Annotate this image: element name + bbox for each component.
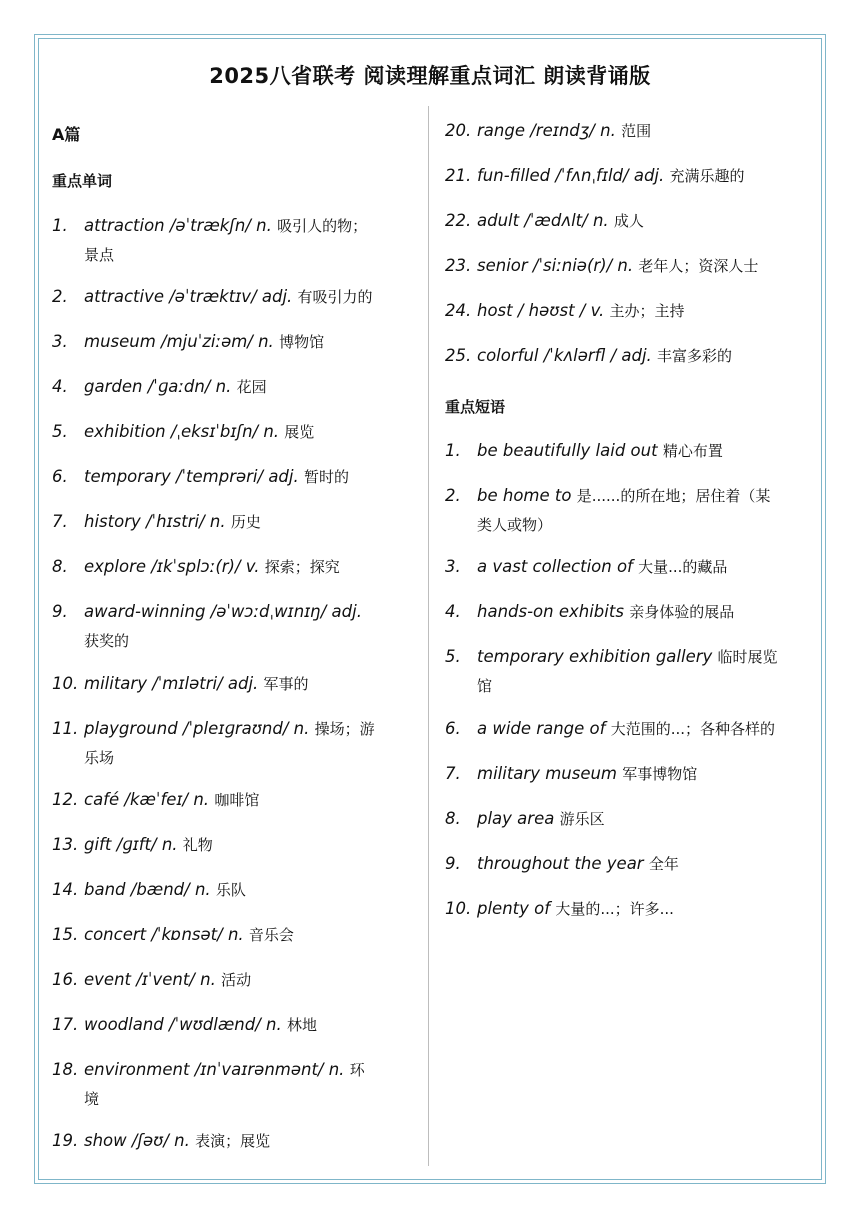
item-english: fun-filled /ˈfʌnˌfɪld/ adj. xyxy=(477,166,665,185)
list-item xyxy=(445,113,651,149)
list-item xyxy=(52,369,267,405)
item-number: 6. xyxy=(445,719,461,738)
item-number: 8. xyxy=(445,809,461,828)
item-english: café /kæˈfeɪ/ n. xyxy=(84,790,210,809)
item-number: 25. xyxy=(445,346,472,365)
list-item xyxy=(52,1052,365,1114)
item-number: 12. xyxy=(52,790,79,809)
item-number: 4. xyxy=(52,377,68,396)
item-number: 14. xyxy=(52,880,79,899)
item-chinese: 丰富多彩的 xyxy=(657,347,733,365)
list-item xyxy=(52,459,349,495)
item-chinese: 大量...的藏品 xyxy=(638,558,728,576)
item-english: play area xyxy=(477,809,555,828)
item-number: 7. xyxy=(52,512,68,531)
item-chinese: 礼物 xyxy=(182,836,213,854)
item-chinese: 精心布置 xyxy=(662,442,723,460)
item-chinese: 操场；游 xyxy=(314,720,375,738)
item-number: 10. xyxy=(52,674,79,693)
list-item xyxy=(445,158,745,194)
list-item xyxy=(52,666,309,702)
item-chinese: 老年人；资深人士 xyxy=(638,257,759,275)
item-number: 3. xyxy=(445,557,461,576)
item-english: be beautifully laid out xyxy=(477,441,658,460)
item-english: show /ʃəʊ/ n. xyxy=(84,1131,190,1150)
item-number: 5. xyxy=(52,422,68,441)
list-item xyxy=(445,293,685,329)
item-number: 2. xyxy=(52,287,68,306)
item-english: attractive /əˈtræktɪv/ adj. xyxy=(84,287,293,306)
item-english: band /bænd/ n. xyxy=(84,880,211,899)
item-chinese: 军事的 xyxy=(263,675,309,693)
item-chinese: 环 xyxy=(349,1061,365,1079)
phrases-heading: 重点短语 xyxy=(445,398,506,416)
item-number: 20. xyxy=(445,121,472,140)
item-english: temporary /ˈtemprəri/ adj. xyxy=(84,467,299,486)
item-english: garden /ˈɡaːdn/ n. xyxy=(84,377,232,396)
item-english: attraction /əˈtrækʃn/ n. xyxy=(84,216,272,235)
item-english: museum /mjuˈziːəm/ n. xyxy=(84,332,274,351)
item-chinese-continued: 获奖的 xyxy=(84,632,130,650)
list-item xyxy=(445,338,732,374)
item-number: 23. xyxy=(445,256,472,275)
list-item xyxy=(52,594,362,656)
item-number: 9. xyxy=(52,602,68,621)
item-english: range /reɪndʒ/ n. xyxy=(477,121,616,140)
list-item xyxy=(445,846,679,882)
list-item xyxy=(52,549,340,585)
item-english: plenty of xyxy=(477,899,551,918)
item-number: 8. xyxy=(52,557,68,576)
item-number: 21. xyxy=(445,166,472,185)
item-chinese: 大范围的...；各种各样的 xyxy=(610,720,775,738)
list-item xyxy=(445,711,775,747)
list-item xyxy=(52,504,261,540)
list-item xyxy=(52,962,251,998)
item-chinese: 军事博物馆 xyxy=(622,765,698,783)
section-heading: A篇 xyxy=(52,125,81,144)
item-number: 2. xyxy=(445,486,461,505)
list-item xyxy=(445,801,605,837)
item-english: be home to xyxy=(477,486,572,505)
item-chinese: 探索；探究 xyxy=(264,558,340,576)
item-number: 6. xyxy=(52,467,68,486)
item-chinese: 全年 xyxy=(648,855,679,873)
item-english: throughout the year xyxy=(477,854,644,873)
item-number: 18. xyxy=(52,1060,79,1079)
list-item xyxy=(52,827,213,863)
list-item xyxy=(445,478,770,540)
item-number: 15. xyxy=(52,925,79,944)
item-chinese: 充满乐趣的 xyxy=(669,167,745,185)
item-chinese: 活动 xyxy=(221,971,252,989)
item-chinese-continued: 类人或物） xyxy=(477,516,553,534)
item-number: 24. xyxy=(445,301,472,320)
list-item xyxy=(445,248,758,284)
page-title: 2025八省联考 阅读理解重点词汇 朗读背诵版 xyxy=(209,64,651,88)
list-item xyxy=(445,891,674,927)
item-chinese: 吸引人的物； xyxy=(277,217,368,235)
item-english: event /ɪˈvent/ n. xyxy=(84,970,216,989)
item-english: explore /ɪkˈsplɔː(r)/ v. xyxy=(84,557,260,576)
item-english: host / həʊst / v. xyxy=(477,301,605,320)
item-chinese: 乐队 xyxy=(215,881,246,899)
item-chinese: 有吸引力的 xyxy=(297,288,373,306)
item-english: woodland /ˈwʊdlænd/ n. xyxy=(84,1015,282,1034)
item-chinese: 林地 xyxy=(286,1016,317,1034)
item-number: 11. xyxy=(52,719,79,738)
column-divider xyxy=(428,106,429,1166)
item-chinese: 花园 xyxy=(236,378,267,396)
item-chinese: 亲身体验的展品 xyxy=(629,603,735,621)
list-item xyxy=(445,594,734,630)
item-number: 7. xyxy=(445,764,461,783)
list-item xyxy=(52,711,375,773)
item-chinese: 范围 xyxy=(621,122,652,140)
item-chinese-continued: 乐场 xyxy=(84,749,115,767)
item-chinese: 展览 xyxy=(284,423,315,441)
list-item xyxy=(52,782,259,818)
item-english: senior /ˈsiːniə(r)/ n. xyxy=(477,256,634,275)
item-english: award-winning /əˈwɔːdˌwɪnɪŋ/ adj. xyxy=(84,602,362,621)
item-chinese: 博物馆 xyxy=(279,333,325,351)
item-chinese: 咖啡馆 xyxy=(214,791,260,809)
item-chinese: 大量的...；许多... xyxy=(555,900,674,918)
item-chinese: 是......的所在地；居住着（某 xyxy=(576,487,771,505)
item-chinese-continued: 景点 xyxy=(84,246,115,264)
list-item xyxy=(445,433,723,469)
item-number: 17. xyxy=(52,1015,79,1034)
item-number: 10. xyxy=(445,899,472,918)
item-number: 9. xyxy=(445,854,461,873)
item-number: 19. xyxy=(52,1131,79,1150)
item-english: a vast collection of xyxy=(477,557,633,576)
words-heading: 重点单词 xyxy=(52,172,113,190)
item-english: concert /ˈkɒnsət/ n. xyxy=(84,925,244,944)
list-item xyxy=(52,872,246,908)
item-english: history /ˈhɪstri/ n. xyxy=(84,512,226,531)
item-english: temporary exhibition gallery xyxy=(477,647,713,666)
item-chinese: 成人 xyxy=(613,212,644,230)
list-item xyxy=(52,324,324,360)
list-item xyxy=(445,549,727,585)
item-english: military /ˈmɪlətri/ adj. xyxy=(84,674,259,693)
item-number: 3. xyxy=(52,332,68,351)
list-item xyxy=(445,639,778,701)
item-chinese: 临时展览 xyxy=(717,648,778,666)
item-chinese: 历史 xyxy=(230,513,261,531)
item-number: 4. xyxy=(445,602,461,621)
item-english: military museum xyxy=(477,764,618,783)
item-number: 16. xyxy=(52,970,79,989)
list-item xyxy=(52,208,367,270)
item-english: adult /ˈædʌlt/ n. xyxy=(477,211,609,230)
list-item xyxy=(52,1007,317,1043)
list-item xyxy=(52,917,294,953)
item-chinese-continued: 馆 xyxy=(477,677,493,695)
list-item xyxy=(52,414,314,450)
item-english: gift /ɡɪft/ n. xyxy=(84,835,178,854)
item-english: hands-on exhibits xyxy=(477,602,624,621)
item-english: playground /ˈpleɪɡraʊnd/ n. xyxy=(84,719,310,738)
item-number: 13. xyxy=(52,835,79,854)
item-chinese-continued: 境 xyxy=(84,1090,100,1108)
item-english: exhibition /ˌeksɪˈbɪʃn/ n. xyxy=(84,422,280,441)
item-number: 5. xyxy=(445,647,461,666)
item-chinese: 暂时的 xyxy=(303,468,349,486)
item-number: 22. xyxy=(445,211,472,230)
item-chinese: 游乐区 xyxy=(559,810,605,828)
item-english: a wide range of xyxy=(477,719,606,738)
item-chinese: 音乐会 xyxy=(248,926,294,944)
item-number: 1. xyxy=(445,441,461,460)
list-item xyxy=(445,756,697,792)
item-chinese: 主办；主持 xyxy=(609,302,685,320)
item-english: environment /ɪnˈvaɪrənmənt/ n. xyxy=(84,1060,345,1079)
item-number: 1. xyxy=(52,216,68,235)
item-chinese: 表演；展览 xyxy=(195,1132,271,1150)
list-item xyxy=(52,1123,270,1159)
list-item xyxy=(445,203,644,239)
list-item xyxy=(52,279,373,315)
item-english: colorful /ˈkʌlərfl / adj. xyxy=(477,346,652,365)
